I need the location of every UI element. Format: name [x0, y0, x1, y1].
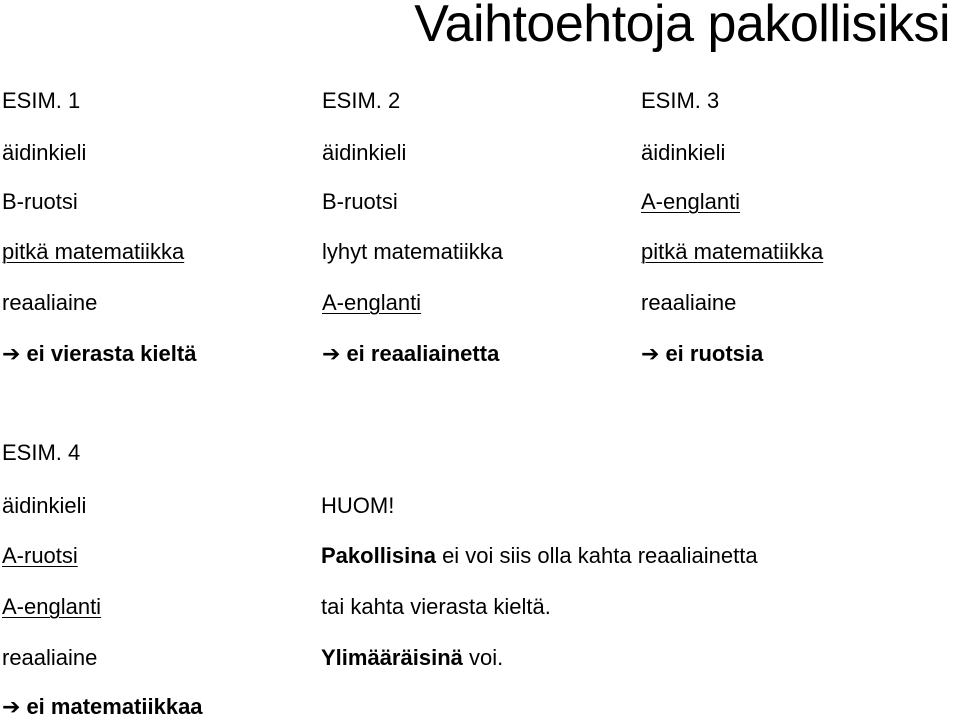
arrow-right-icon: ➔ [2, 341, 21, 366]
example-result [2, 694, 203, 720]
note-bold-term: Ylimääräisinä [321, 645, 463, 670]
example-result [641, 341, 763, 367]
result-text: ei ruotsia [665, 341, 764, 366]
result-text: ei vierasta kieltä [26, 341, 197, 366]
note-bold-term: Pakollisina [321, 543, 436, 568]
result-text: ei matematiikkaa [26, 694, 203, 719]
example-heading: ESIM. 2 [322, 88, 401, 113]
subject-item: A-englanti [2, 594, 102, 619]
note-line-1 [321, 543, 758, 569]
example-heading: ESIM. 4 [2, 440, 81, 465]
example-heading: ESIM. 3 [641, 88, 720, 113]
note-text: ei voi siis olla kahta reaaliainetta [435, 543, 758, 568]
subject-item: reaaliaine [2, 645, 98, 670]
example-result [2, 341, 196, 367]
subject-item: lyhyt matematiikka [322, 239, 503, 264]
subject-item: A-englanti [322, 290, 422, 315]
note-text: voi. [462, 645, 504, 670]
note-line-3 [321, 645, 503, 671]
example-heading: ESIM. 1 [2, 88, 81, 113]
arrow-right-icon: ➔ [322, 341, 341, 366]
subject-item: A-ruotsi [2, 543, 78, 568]
subject-item: A-englanti [641, 189, 741, 214]
note-line-2: tai kahta vierasta kieltä. [321, 594, 551, 619]
subject-item: pitkä matematiikka [2, 239, 185, 264]
result-text: ei reaaliainetta [346, 341, 500, 366]
subject-item: B-ruotsi [322, 189, 398, 214]
page-title: Vaihtoehtoja pakollisiksi [414, 0, 950, 53]
arrow-right-icon: ➔ [641, 341, 660, 366]
subject-item: äidinkieli [2, 140, 87, 165]
subject-item: äidinkieli [2, 493, 87, 518]
subject-item: pitkä matematiikka [641, 239, 824, 264]
subject-item: äidinkieli [322, 140, 407, 165]
subject-item: reaaliaine [641, 290, 737, 315]
subject-item: äidinkieli [641, 140, 726, 165]
example-result [322, 341, 499, 367]
note-heading: HUOM! [321, 493, 395, 518]
subject-item: reaaliaine [2, 290, 98, 315]
subject-item: B-ruotsi [2, 189, 78, 214]
arrow-right-icon: ➔ [2, 694, 21, 719]
